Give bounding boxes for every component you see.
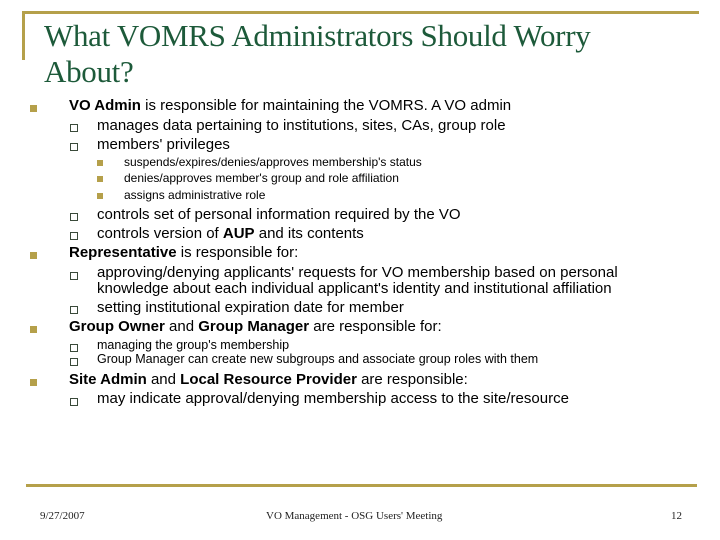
- bullet-square-icon: [97, 193, 103, 199]
- text: and: [164, 318, 199, 335]
- subsub-bullet: suspends/expires/denies/approves membership's status: [124, 155, 422, 169]
- hollow-square-icon: [70, 272, 78, 280]
- bullet-square-icon: [30, 252, 37, 259]
- bullet-text: are responsible for:: [309, 318, 442, 335]
- hollow-square-icon: [70, 232, 78, 240]
- role-name: Representative: [69, 244, 177, 261]
- text: controls version of: [97, 225, 223, 242]
- sub-bullet: managing the group's membership: [97, 338, 290, 352]
- sub-bullet: may indicate approval/denying membership access to the site/resource: [97, 390, 569, 407]
- bullet-text: is responsible for maintaining the VOMRS. A VO admin: [140, 97, 512, 114]
- sub-bullet: setting institutional expiration date for member: [97, 299, 404, 316]
- slide-frame-bottom: [26, 484, 697, 487]
- hollow-square-icon: [70, 358, 78, 366]
- bullet-square-icon: [97, 176, 103, 182]
- text: and its contents: [254, 225, 364, 242]
- sub-bullet: [97, 225, 364, 242]
- subsub-bullet: assigns administrative role: [124, 188, 266, 202]
- bullet-text: are responsible:: [356, 371, 468, 388]
- hollow-square-icon: [70, 143, 78, 151]
- bullet-site-admin: [69, 371, 468, 388]
- footer-title: VO Management - OSG Users' Meeting: [266, 510, 443, 522]
- sub-bullet: Group Manager can create new subgroups and associate group roles with them: [97, 352, 539, 366]
- footer-date: 9/27/2007: [40, 510, 85, 522]
- role-name: VO Admin: [69, 97, 141, 114]
- bullet-square-icon: [30, 105, 37, 112]
- role-name: Local Resource Provider: [180, 371, 357, 388]
- role-name: Site Admin: [69, 371, 147, 388]
- role-name: Group Owner: [69, 318, 165, 335]
- sub-bullet: controls set of personal information required by the VO: [97, 206, 461, 223]
- bullet-vo-admin: [69, 97, 511, 114]
- hollow-square-icon: [70, 124, 78, 132]
- slide-frame-top: [22, 11, 699, 14]
- slide-frame-left: [22, 11, 25, 60]
- bullet-square-icon: [97, 160, 103, 166]
- bullet-square-icon: [30, 379, 37, 386]
- sub-bullet-continuation: knowledge about each individual applicant's identity and institutional affiliation: [97, 280, 612, 297]
- text: and: [146, 371, 181, 388]
- subsub-bullet: denies/approves member's group and role affiliation: [124, 171, 399, 185]
- bullet-text: is responsible for:: [176, 244, 299, 261]
- aup-term: AUP: [222, 225, 255, 242]
- hollow-square-icon: [70, 306, 78, 314]
- hollow-square-icon: [70, 344, 78, 352]
- role-name: Group Manager: [198, 318, 310, 335]
- sub-bullet: approving/denying applicants' requests for VO membership based on personal: [97, 264, 618, 281]
- bullet-representative: [69, 244, 298, 261]
- hollow-square-icon: [70, 213, 78, 221]
- footer-page-number: 12: [671, 510, 682, 522]
- hollow-square-icon: [70, 398, 78, 406]
- sub-bullet: members' privileges: [97, 136, 230, 153]
- bullet-square-icon: [30, 326, 37, 333]
- sub-bullet: manages data pertaining to institutions, sites, CAs, group role: [97, 117, 506, 134]
- bullet-group-owner-manager: [69, 318, 442, 335]
- slide-title: What VOMRS Administrators Should Worry About?: [44, 18, 591, 89]
